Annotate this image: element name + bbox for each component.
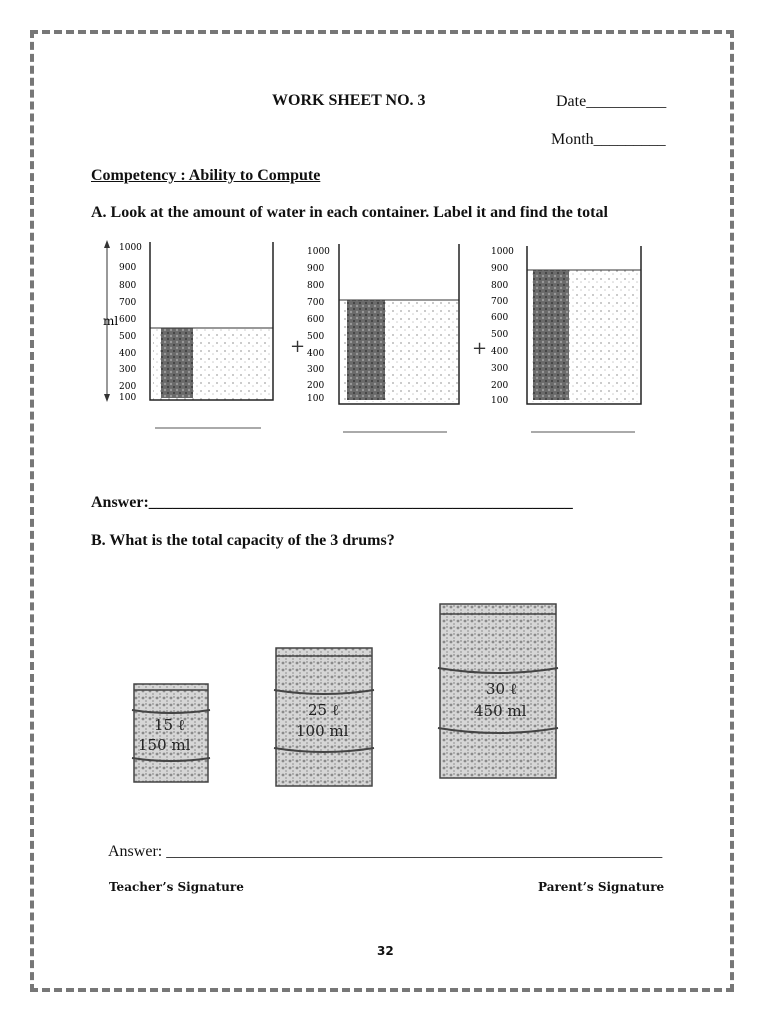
- container-2-tick: 1000: [307, 247, 330, 257]
- container-2-tick: 100: [307, 394, 325, 404]
- container-1-tick: 500: [119, 332, 137, 342]
- drum-1: [132, 684, 210, 782]
- container-3-tick: 100: [491, 396, 509, 406]
- worksheet-title: WORK SHEET NO. 3: [272, 92, 426, 109]
- container-3-tick: 700: [491, 297, 509, 307]
- container-2-tick: 800: [307, 281, 325, 291]
- container-3-tick: 500: [491, 330, 509, 340]
- container-2-tick: 200: [307, 381, 325, 391]
- container-3: [491, 246, 641, 432]
- teacher-signature-label: Teacher’s Signature: [109, 880, 244, 894]
- container-1-tick: 600: [119, 315, 137, 325]
- container-1-tick: 400: [119, 349, 137, 359]
- date-field: Date__________: [556, 93, 667, 110]
- drum-1-millilitres: 150 ml: [138, 736, 191, 754]
- competency-heading: Competency : Ability to Compute: [91, 167, 321, 184]
- page-number: 32: [377, 944, 394, 958]
- container-1-tick: 300: [119, 365, 137, 375]
- month-field: Month_________: [551, 131, 666, 148]
- container-3-tick: 600: [491, 313, 509, 323]
- container-1-tick: 800: [119, 281, 137, 291]
- container-1-tick: 1000: [119, 243, 142, 253]
- drum-2-millilitres: 100 ml: [296, 722, 349, 740]
- drum-1-litres: 15 ℓ: [154, 716, 186, 734]
- container-2: [307, 244, 459, 432]
- question-b-text: B. What is the total capacity of the 3 drums?: [91, 532, 395, 549]
- container-1-tick: 100: [119, 393, 137, 403]
- answer-b-line: Answer: ______________________________________________________________: [108, 843, 663, 860]
- container-2-tick: 300: [307, 365, 325, 375]
- container-3-tick: 900: [491, 264, 509, 274]
- container-2-tick: 600: [307, 315, 325, 325]
- drum-3-litres: 30 ℓ: [486, 680, 518, 698]
- container-1: [119, 242, 273, 428]
- parent-signature-label: Parent’s Signature: [538, 880, 665, 894]
- drums-figure: [120, 598, 580, 790]
- container-3-tick: 400: [491, 347, 509, 357]
- container-2-tick: 400: [307, 349, 325, 359]
- container-2-tick: 900: [307, 264, 325, 274]
- question-a-text: A. Look at the amount of water in each container. Label it and find the total: [91, 204, 608, 221]
- container-3-tick: 200: [491, 381, 509, 391]
- container-1-tick: 200: [119, 382, 137, 392]
- container-2-tick: 500: [307, 332, 325, 342]
- plus-sign: +: [472, 338, 488, 359]
- measuring-containers-figure: [95, 236, 680, 446]
- drum-3: [438, 604, 558, 778]
- answer-a-line: Answer:_____________________________________________________: [91, 494, 573, 511]
- container-3-tick: 800: [491, 281, 509, 291]
- drum-2-litres: 25 ℓ: [308, 701, 340, 719]
- container-3-tick: 300: [491, 364, 509, 374]
- ml-unit-label: ml: [103, 314, 119, 328]
- container-1-tick: 700: [119, 298, 137, 308]
- container-3-tick: 1000: [491, 247, 514, 257]
- drum-2: [274, 648, 374, 786]
- container-1-tick: 900: [119, 263, 137, 273]
- drum-3-millilitres: 450 ml: [474, 702, 527, 720]
- plus-sign: +: [290, 336, 306, 357]
- container-2-tick: 700: [307, 298, 325, 308]
